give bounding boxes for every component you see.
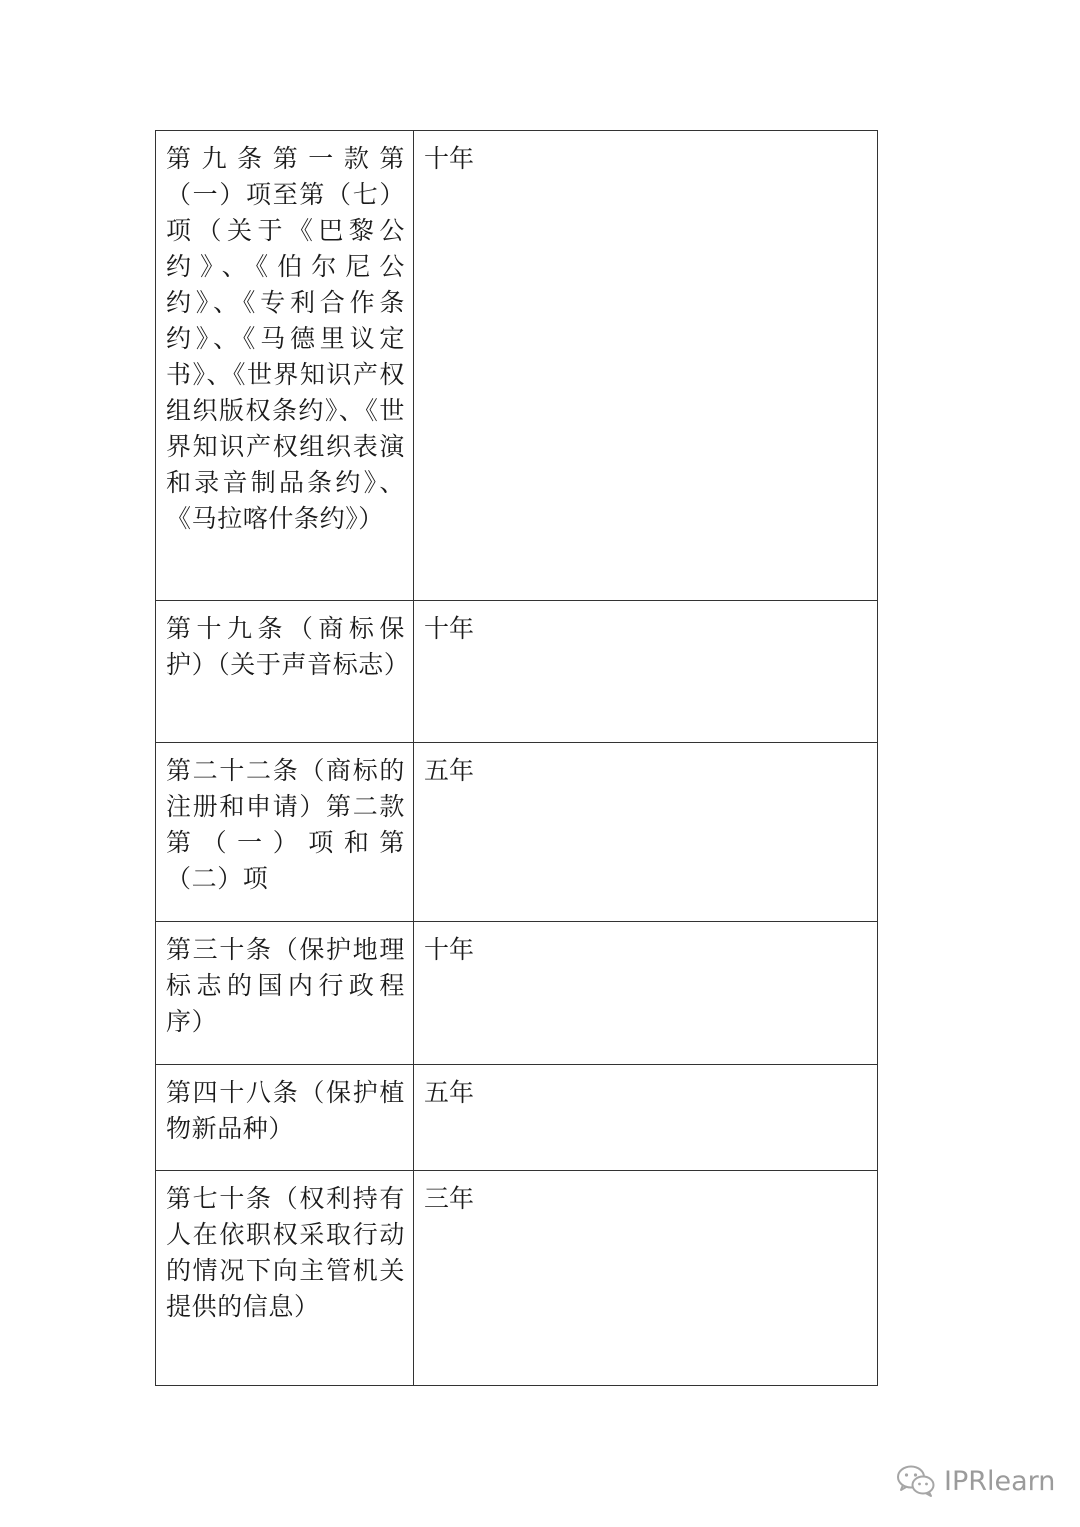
period-cell: 五年	[414, 1065, 878, 1171]
table-row	[156, 1171, 878, 1386]
watermark	[896, 1457, 1055, 1505]
article-cell: 第四十八条（保护植物新品种）	[156, 1065, 414, 1171]
article-cell: 第九条第一款第（一）项至第（七）项（关于《巴黎公约》、《伯尔尼公约》、《专利合作条约》、《马德里议定书》、《世界知识产权组织版权条约》、《世界知识产权组织表演和录音制品条约》、《马拉喀什条约》）	[156, 131, 414, 601]
transition-period-table	[155, 130, 878, 1386]
article-cell: 第七十条（权利持有人在依职权采取行动的情况下向主管机关提供的信息）	[156, 1171, 414, 1386]
table-row	[156, 743, 878, 922]
table-row	[156, 1065, 878, 1171]
table-row	[156, 131, 878, 601]
table-row	[156, 922, 878, 1065]
period-cell: 十年	[414, 601, 878, 743]
table-row	[156, 601, 878, 743]
period-cell: 五年	[414, 743, 878, 922]
period-cell: 十年	[414, 131, 878, 601]
article-cell: 第二十二条（商标的注册和申请）第二款第（一）项和第（二）项	[156, 743, 414, 922]
watermark-text: IPRlearn	[944, 1465, 1056, 1497]
wechat-icon	[896, 1464, 936, 1498]
period-cell: 三年	[414, 1171, 878, 1386]
article-cell: 第三十条（保护地理标志的国内行政程序）	[156, 922, 414, 1065]
period-cell: 十年	[414, 922, 878, 1065]
article-cell: 第十九条（商标保护）（关于声音标志）	[156, 601, 414, 743]
